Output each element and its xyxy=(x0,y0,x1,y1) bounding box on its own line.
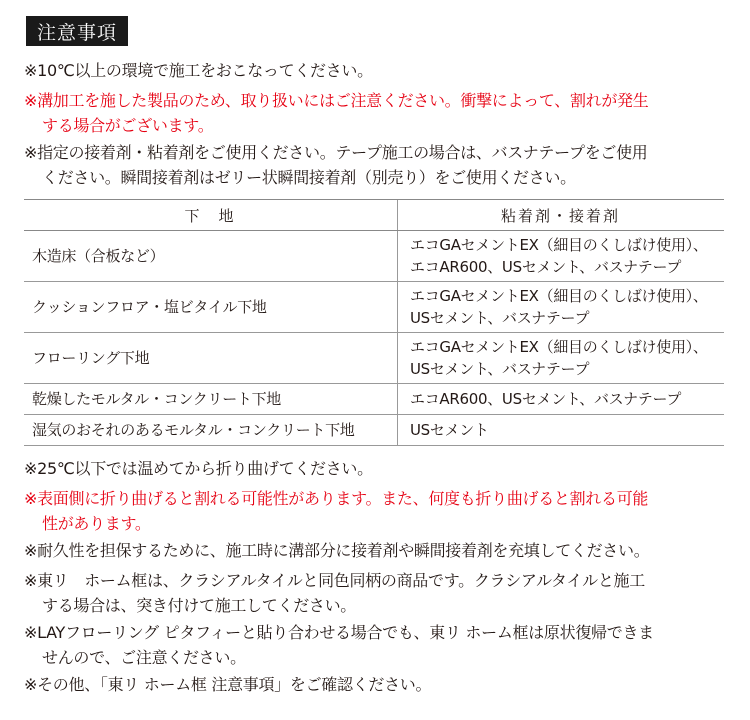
note-warning-bending xyxy=(24,486,734,536)
note-line: せんので、ご注意ください。 xyxy=(42,648,246,667)
note-line: ※指定の接着剤・粘着剤をご使用ください。テープ施工の場合は、バスナテープをご使用 xyxy=(24,143,648,162)
note-line: する場合は、突き付けて施工してください。 xyxy=(42,596,357,615)
header-base: 下 地 xyxy=(24,200,398,231)
note-temperature xyxy=(24,58,734,83)
note-line: する場合がございます。 xyxy=(42,116,214,135)
header-adhesive: 粘着剤・接着剤 xyxy=(398,200,725,231)
note-line: ※25℃以下では温めてから折り曲げてください。 xyxy=(24,459,373,478)
cell-base: 乾燥したモルタル・コンクリート下地 xyxy=(24,384,398,415)
note-other xyxy=(24,672,734,697)
table-row xyxy=(24,333,724,384)
note-line: ※LAYフローリング ピタフィーと貼り合わせる場合でも、東リ ホーム框は原状復帰できま xyxy=(24,623,654,642)
note-line: ください。瞬間接着剤はゼリー状瞬間接着剤（別売り）をご使用ください。 xyxy=(42,168,576,187)
cell-adhesive xyxy=(398,282,725,333)
adhesive-table xyxy=(24,199,724,446)
cell-adhesive xyxy=(398,333,725,384)
note-bending-temperature xyxy=(24,456,734,481)
section-title: 注意事項 xyxy=(26,16,128,46)
note-line: ※10℃以上の環境で施工をおこなってください。 xyxy=(24,61,373,80)
cell-line: USセメント、バスナテープ xyxy=(410,360,590,378)
cell-adhesive xyxy=(398,384,725,415)
cell-base: 湿気のおそれのあるモルタル・コンクリート下地 xyxy=(24,415,398,446)
note-warning-groove xyxy=(24,88,734,138)
cell-base: 木造床（合板など） xyxy=(24,231,398,282)
cell-line: エコGAセメントEX（細目のくしばけ使用）、 xyxy=(410,236,708,254)
table-row xyxy=(24,415,724,446)
cell-line: エコGAセメントEX（細目のくしばけ使用）、 xyxy=(410,287,708,305)
note-line: ※その他、「東リ ホーム框 注意事項」をご確認ください。 xyxy=(24,675,432,694)
note-lay-flooring xyxy=(24,620,734,670)
cell-line: USセメント、バスナテープ xyxy=(410,309,590,327)
note-classial-tile xyxy=(24,568,734,618)
cell-line: エコAR600、USセメント、バスナテープ xyxy=(410,390,682,408)
cell-line: エコAR600、USセメント、バスナテープ xyxy=(410,258,682,276)
table-header-row xyxy=(24,200,724,231)
note-durability xyxy=(24,538,734,563)
table-row xyxy=(24,384,724,415)
cell-adhesive xyxy=(398,231,725,282)
note-line: ※溝加工を施した製品のため、取り扱いにはご注意ください。衝撃によって、割れが発生 xyxy=(24,91,649,110)
cell-line: エコGAセメントEX（細目のくしばけ使用）、 xyxy=(410,338,708,356)
cell-adhesive xyxy=(398,415,725,446)
table-row xyxy=(24,231,724,282)
cell-base: フローリング下地 xyxy=(24,333,398,384)
note-line: ※耐久性を担保するために、施工時に溝部分に接着剤や瞬間接着剤を充填してください。 xyxy=(24,541,650,560)
note-line: ※表面側に折り曲げると割れる可能性があります。また、何度も折り曲げると割れる可能 xyxy=(24,489,649,508)
cell-base: クッションフロア・塩ビタイル下地 xyxy=(24,282,398,333)
note-line: ※東リ ホーム框は、クラシアルタイルと同色同柄の商品です。クラシアルタイルと施工 xyxy=(24,571,645,590)
table-row xyxy=(24,282,724,333)
cell-line: USセメント xyxy=(410,421,489,439)
note-line: 性があります。 xyxy=(42,514,151,533)
note-adhesive xyxy=(24,140,734,190)
